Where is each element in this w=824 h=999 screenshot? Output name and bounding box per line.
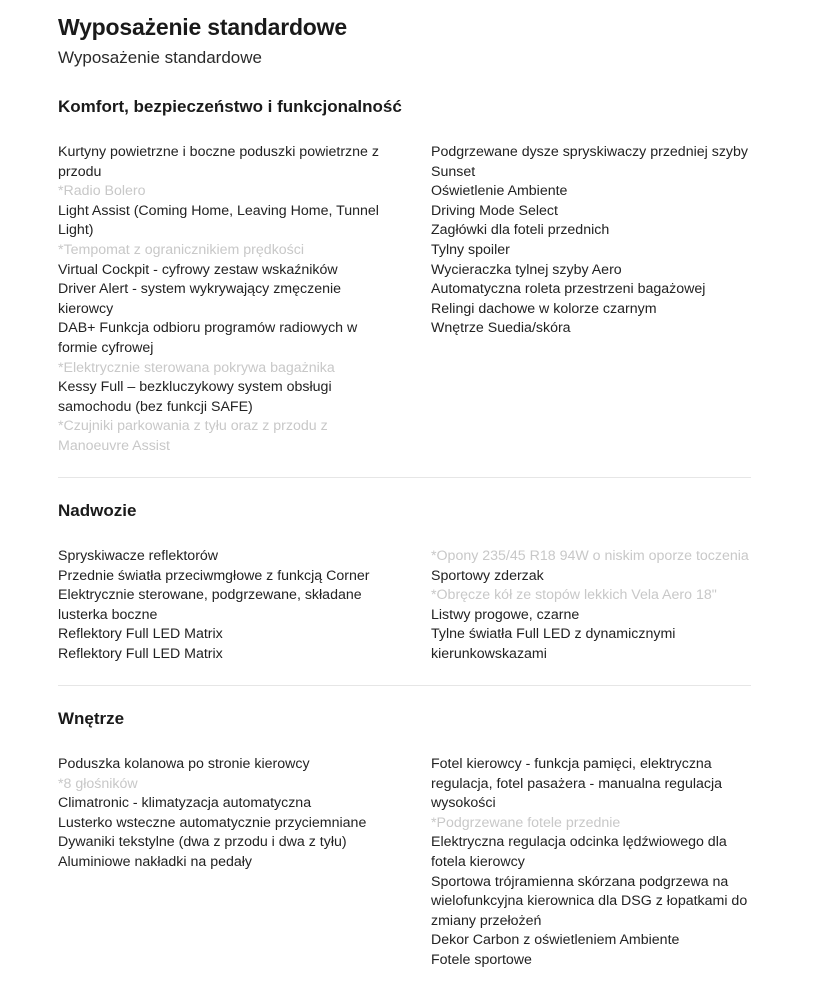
optional-equipment-item: *Podgrzewane fotele przednie <box>431 814 621 831</box>
equipment-item: Kessy Full – bezkluczykowy system obsługi samochodu (bez funkcji SAFE) <box>58 379 332 415</box>
page-subtitle: Wyposażenie standardowe <box>58 48 262 67</box>
equipment-list-left <box>58 143 431 457</box>
equipment-item: Reflektory Full LED Matrix <box>58 645 223 662</box>
equipment-item: Fotele sportowe <box>431 951 532 968</box>
equipment-item: Oświetlenie Ambiente <box>431 183 568 200</box>
equipment-item: Elektrycznie sterowane, podgrzewane, składane lusterka boczne <box>58 587 362 623</box>
optional-equipment-item: *Opony 235/45 R18 94W o niskim oporze toczenia <box>431 548 749 564</box>
equipment-item: Listwy progowe, czarne <box>431 606 580 623</box>
equipment-item: Elektryczna regulacja odcinka lędźwiowego dla fotela kierowcy <box>431 834 727 870</box>
equipment-list-left <box>58 547 431 665</box>
equipment-item: Relingi dachowe w kolorze czarnym <box>431 300 657 317</box>
equipment-item: Tylny spoiler <box>431 241 510 258</box>
section-columns <box>58 755 751 971</box>
section-title: Nadwozie <box>58 501 137 520</box>
equipment-list-right <box>431 547 751 665</box>
equipment-item: Zagłówki dla foteli przednich <box>431 222 610 239</box>
equipment-item: Aluminiowe nakładki na pedały <box>58 853 253 870</box>
equipment-list-left <box>58 755 431 971</box>
equipment-item: Reflektory Full LED Matrix <box>58 626 223 643</box>
equipment-item: Spryskiwacze reflektorów <box>58 548 219 564</box>
optional-equipment-item: *Elektrycznie sterowana pokrywa bagażnika <box>58 359 335 376</box>
equipment-item: Podgrzewane dysze spryskiwaczy przedniej szyby <box>431 144 748 160</box>
page-title: Wyposażenie standardowe <box>58 14 347 40</box>
equipment-item: Przednie światła przeciwmgłowe z funkcją Corner <box>58 567 370 584</box>
equipment-item: DAB+ Funkcja odbioru programów radiowych w formie cyfrowej <box>58 320 358 356</box>
equipment-item: Poduszka kolanowa po stronie kierowcy <box>58 756 310 772</box>
optional-equipment-item: *Tempomat z ogranicznikiem prędkości <box>58 241 305 258</box>
equipment-list-right <box>431 143 751 457</box>
equipment-item: Lusterko wsteczne automatycznie przyciemniane <box>58 814 367 831</box>
equipment-item: Virtual Cockpit - cyfrowy zestaw wskaźników <box>58 261 338 278</box>
equipment-item: Light Assist (Coming Home, Leaving Home, Tunnel Light) <box>58 202 379 239</box>
equipment-item: Driving Mode Select <box>431 202 558 219</box>
section-columns <box>58 547 751 665</box>
equipment-item: Wnętrze Suedia/skóra <box>431 320 571 337</box>
equipment-item: Sunset <box>431 163 476 180</box>
equipment-list-right <box>431 755 751 971</box>
equipment-item: Dywaniki tekstylne (dwa z przodu i dwa z tyłu) <box>58 834 347 851</box>
section-divider <box>58 477 751 478</box>
optional-equipment-item: *Radio Bolero <box>58 183 146 200</box>
equipment-item: Wycieraczka tylnej szyby Aero <box>431 261 622 278</box>
section-title: Komfort, bezpieczeństwo i funkcjonalność <box>58 97 402 116</box>
equipment-item: Fotel kierowcy - funkcja pamięci, elektryczna regulacja, fotel pasażera - manualna regulacja wysokości <box>431 756 723 812</box>
section-divider <box>58 685 751 686</box>
equipment-item: Sportowy zderzak <box>431 567 544 584</box>
section-title: Wnętrze <box>58 709 125 728</box>
optional-equipment-item: *Czujniki parkowania z tyłu oraz z przodu z Manoeuvre Assist <box>58 418 328 454</box>
equipment-item: Dekor Carbon z oświetleniem Ambiente <box>431 932 680 949</box>
equipment-item: Tylne światła Full LED z dynamicznymi kierunkowskazami <box>431 626 676 662</box>
optional-equipment-item: *Obręcze kół ze stopów lekkich Vela Aero 18" <box>431 587 717 604</box>
equipment-item: Automatyczna roleta przestrzeni bagażowej <box>431 281 706 298</box>
optional-equipment-item: *8 głośników <box>58 775 138 792</box>
equipment-item: Driver Alert - system wykrywający zmęczenie kierowcy <box>58 281 342 317</box>
equipment-item: Sportowa trójramienna skórzana podgrzewa na wielofunkcyjna kierownica dla DSG z łopatkami do zmiany przełożeń <box>431 873 748 929</box>
section-columns <box>58 143 751 457</box>
equipment-item: Climatronic - klimatyzacja automatyczna <box>58 795 312 812</box>
equipment-item: Kurtyny powietrzne i boczne poduszki powietrzne z przodu <box>58 144 379 180</box>
